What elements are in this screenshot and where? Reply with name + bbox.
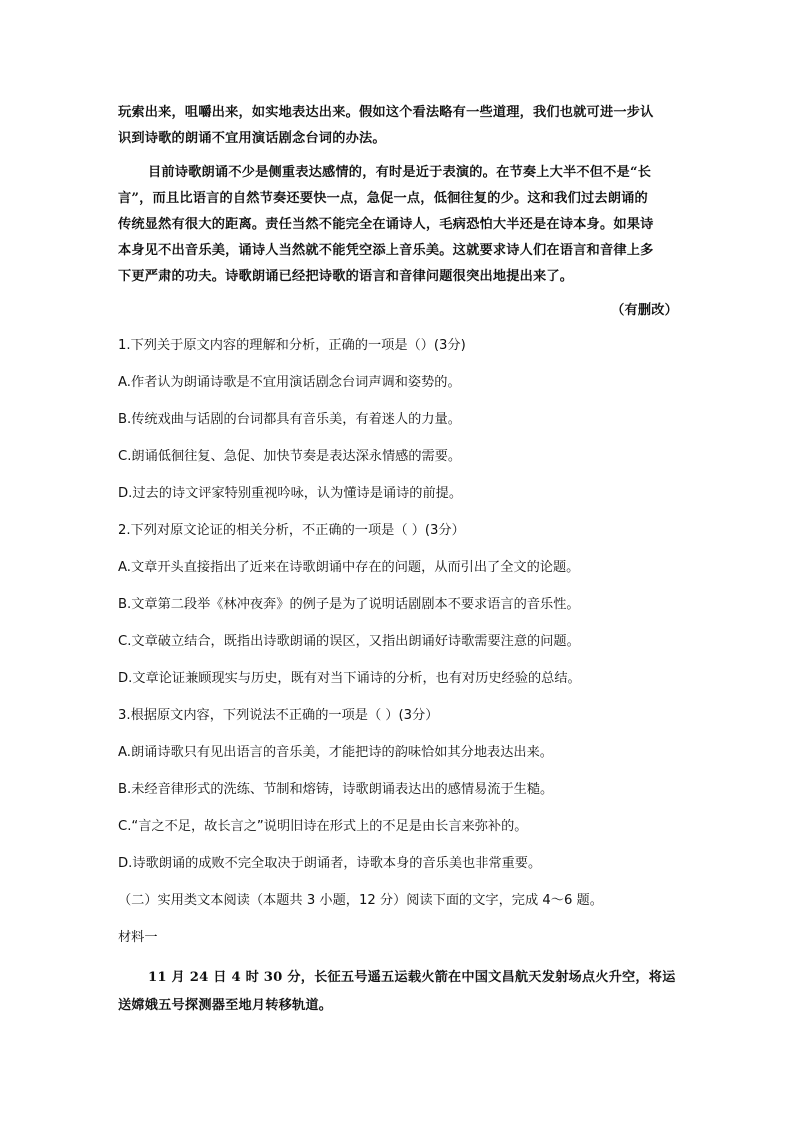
question-option: C.朗诵低徊往复、急促、加快节奏是表达深永情感的需要。: [118, 449, 462, 464]
question-stem: 2.下列对原文论证的相关分析，不正确的一项是（ ）(3分）: [118, 523, 465, 538]
passage-line: 识到诗歌的朗诵不宜用演话剧念台词的办法。: [118, 131, 386, 146]
material-label: 材料一: [118, 930, 158, 945]
question-option: D.文章论证兼顾现实与历史，既有对当下诵诗的分析，也有对历史经验的总结。: [118, 671, 581, 686]
question-option: D.过去的诗文评家特别重视吟咏，认为懂诗是诵诗的前提。: [118, 486, 463, 501]
source-note: （有删改）: [611, 303, 678, 318]
question-option: B.未经音律形式的洗练、节制和熔铸，诗歌朗诵表达出的感情易流于生糙。: [118, 782, 554, 797]
question-stem: 3.根据原文内容，下列说法不正确的一项是（ ）(3分）: [118, 708, 439, 723]
material-line: 送嫦娥五号探测器至地月转移轨道。: [118, 998, 333, 1013]
passage-line: 目前诗歌朗诵不少是侧重表达感情的，有时是近于表演的。在节奏上大半不但不是“长: [148, 165, 652, 180]
question-option: D.诗歌朗诵的成败不完全取决于朗诵者，诗歌本身的音乐美也非常重要。: [118, 856, 542, 871]
material-line: 11 月 24 日 4 时 30 分，长征五号遥五运载火箭在中国文昌航天发射场点火升空，将运: [148, 970, 676, 985]
section-heading: （二）实用类文本阅读（本题共 3 小题，12 分）阅读下面的文字，完成 4～6 题。: [118, 893, 603, 908]
question-option: C.“言之不足，故长言之”说明旧诗在形式上的不足是由长言来弥补的。: [118, 819, 528, 834]
passage-line: 玩索出来，咀嚼出来，如实地表达出来。假如这个看法略有一些道理，我们也就可进一步认: [118, 105, 654, 120]
passage-line: 言”，而且比语言的自然节奏还要快一点，急促一点，低徊往复的少。这和我们过去朗诵的: [118, 191, 648, 206]
question-option: A.朗诵诗歌只有见出语言的音乐美，才能把诗的韵味恰如其分地表达出来。: [118, 745, 553, 760]
passage-line: 传统显然有很大的距离。责任当然不能完全在诵诗人，毛病恐怕大半还是在诗本身。如果诗: [118, 217, 654, 232]
passage-line: 下更严肃的功夫。诗歌朗诵已经把诗歌的语言和音律问题很突出地提出来了。: [118, 269, 574, 284]
question-option: B.文章第二段举《林冲夜奔》的例子是为了说明话剧剧本不要求语言的音乐性。: [118, 597, 580, 612]
question-option: C.文章破立结合，既指出诗歌朗诵的误区，又指出朗诵好诗歌需要注意的问题。: [118, 634, 580, 649]
question-option: A.作者认为朗诵诗歌是不宜用演话剧念台词声调和姿势的。: [118, 375, 461, 390]
passage-line: 本身见不出音乐美，诵诗人当然就不能凭空添上音乐美。这就要求诗人们在语言和音律上多: [118, 243, 654, 258]
question-option: A.文章开头直接指出了近来在诗歌朗诵中存在的问题，从而引出了全文的论题。: [118, 560, 580, 575]
question-option: B.传统戏曲与话剧的台词都具有音乐美，有着迷人的力量。: [118, 412, 461, 427]
question-stem: 1.下列关于原文内容的理解和分析，正确的一项是（）(3分): [118, 338, 466, 353]
